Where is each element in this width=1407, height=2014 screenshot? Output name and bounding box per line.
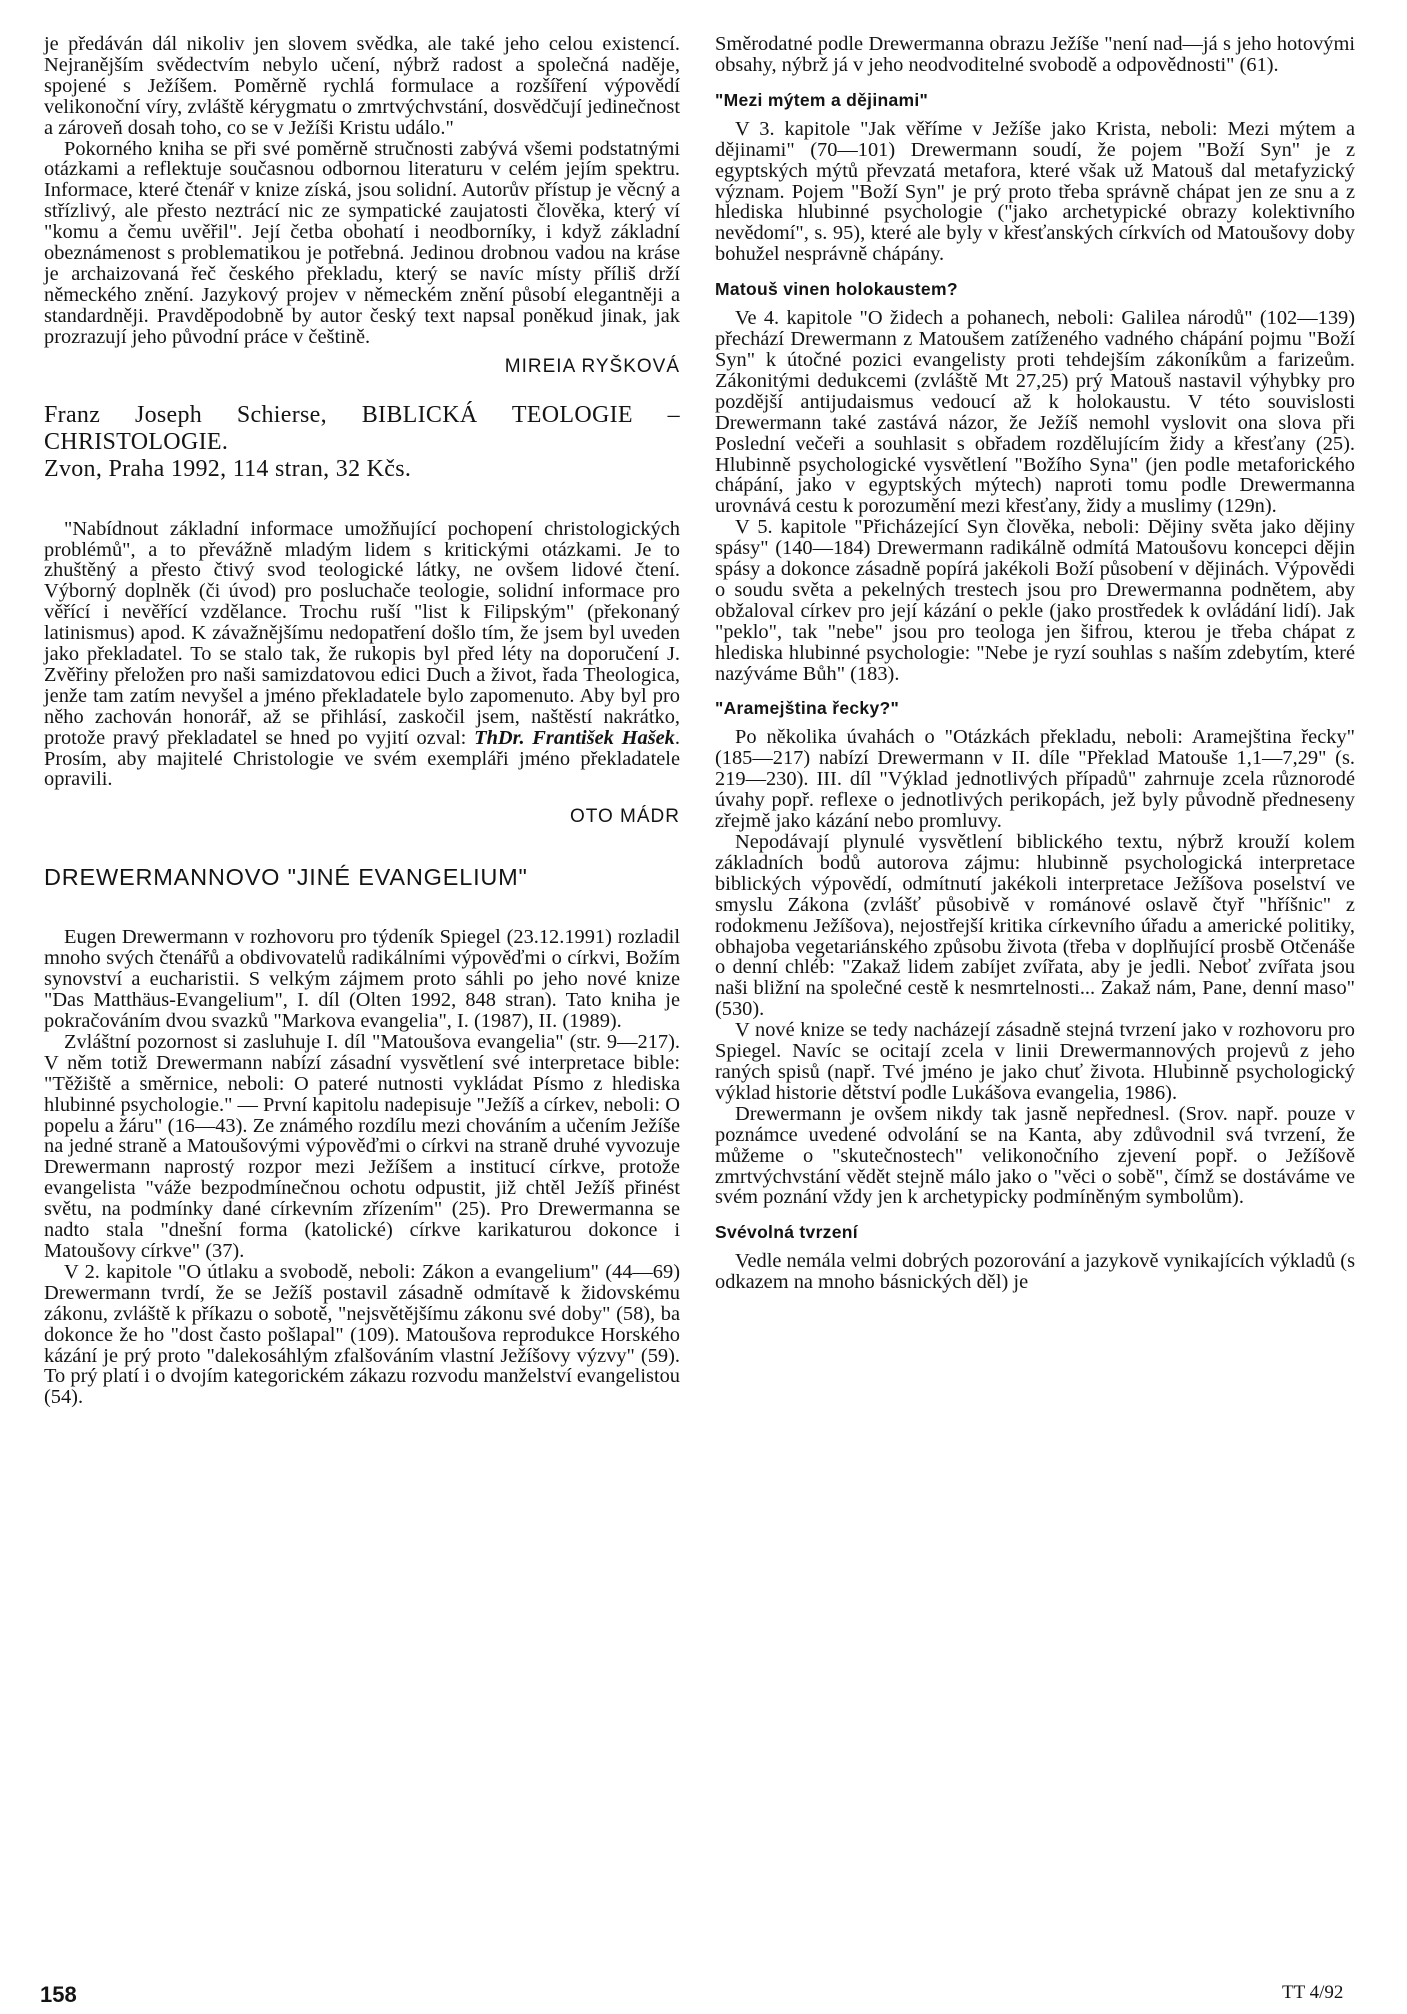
paragraph-schierse-review [44, 519, 680, 791]
paragraph-new-book: V nové knize se tedy nacházejí zásadně stejná tvrzení jako v rozhovoru pro Spiegel. Navíc se ocitají zcela v linii Drewermannových projevů z jeho raných spisů (např. Tvé jméno je jako chuť života. Hlubinně psychologický výklad historie dětství podle Lukášova evangelia, 1986). [715, 1019, 1355, 1104]
page-number: 158 [40, 1982, 77, 2007]
subheading-arbitrary-claims: Svévolná tvrzení [715, 1222, 858, 1243]
subheading-holocaust: Matouš vinen holokaustem? [715, 279, 958, 300]
paragraph-chapter3: V 3. kapitole "Jak věříme v Ježíše jako Krista, neboli: Mezi mýtem a dějinami" (70—101) Drewermann soudí, že pojem "Boží Syn" je z egyptských mýtů převzatá metafora, které však už Matouš dal metafyzický význam. Pojem "Boží Syn" je prý proto třeba správně chápat jen ze snu a z hlediska hlubinné psychologie ("jako archetypické obrazy kolektivního nevědomí", s. 95), které ale byly v křesťanských církvích od Matoušovy doby bohužel nesprávně chápány. [715, 117, 1355, 266]
paragraph-drewermann-chapter2: V 2. kapitole "O útlaku a svobodě, neboli: Zákon a evangelium" (44—69) Drewermann tvrdí, že se Ježíš postavil zásadně odmítavě k židovskému zákonu, zvláště k příkazu o sobotě, "nejsvětějšímu zákonu své doby" (58), ba dokonce že ho "dost často pošlapal" (109). Matoušova reprodukce Horského kázání je prý proto "dalekosáhlým zfalšováním vlastní Ježíšovy výzvy" (59). To prý platí i o dvojím kategorickém zákazu rozvodu manželství evangelistou (54). [44, 1260, 680, 1409]
book-publisher-line: Zvon, Praha 1992, 114 stran, 32 Kčs. [44, 455, 412, 482]
subheading-myth-history: "Mezi mýtem a dějinami" [715, 89, 929, 110]
right-column [715, 34, 1355, 1293]
paragraph-chapter5: V 5. kapitole "Přicházející Syn člověka, neboli: Dějiny světa jako dějiny spásy" (140—184) Drewermann radikálně odmítá Matoušovu koncepci dějin spásy a dokonce zásadně popírá jakékoli Boží působení v dějinách. Výpovědi o soudu světa a pekelných trestech jsou pro Drewermanna podnětem, aby obžaloval církev pro její kázání o pekle (jako prostředek k ovládání lidí). Jak "peklo", tak "nebe" jsou pro teologa jen šifrou, kterou je třeba chápat z hlediska hlubinné psychologie: "Nebe je ryzí souhlas s naším zdebytím, které nazýváme Bůh" (183). [715, 516, 1355, 685]
paragraph-chapter4: Ve 4. kapitole "O židech a pohanech, neboli: Galilea národů" (102—139) přechází Drewermann z Matoušem zatíženého vadného chápání pojmu "Boží Syn" k útočné pozici evangelisty proti tehdejším zákoníkům a farizeům. Zákonitými dedukcemi (zvláště Mt 27,25) prý Matouš nastavil výhybky pro pozdější antijudaismus vedoucí až k holokaustu. V této souvislosti Drewermann také zastává názor, že Ježíš nemohl vyslovit ona slova při Poslední večeři a souhlasit s obřadem rozdělujícím židy a křesťany (25). Hlubinně psychologické vysvětlení "Božího Syna" (jen podle metaforického chápání, jako v egyptských mýtech) naproti tomu podle Drewermanna urovnává cestu k porozumění mezi křesťany, židy a muslimy (129n). [715, 307, 1355, 518]
schierse-text: "Nabídnout základní informace umožňující pochopení christologických problémů", a to převážně mladým lidem s kritickými otázkami. Je to zhuštěný a přesto čtivý svod teologické látky, ne ovšem lidové čtení. Výborný doplněk (či úvod) pro posluchače teologie, solidní informace pro věřící i nevěřící vzdělance. Trochu ruší "list k Filipským" (překonaný latinismus) apod. K závažnějšímu nedopatření došlo tím, že jsem byl uveden jako překladatel. To se stalo tak, že rukopis byl před léty na doporučení J. Zvěřiny přeložen pro naši samizdatovou edici Duch a život, řada Theologica, jenže tam zatím nevyšel a jméno překladatele bylo zapomenuto. Aby byl pro něho zachován honorář, až se přihlásí, zaskočil jsem, naštěstí nakrátko, protože pravý překladatel se hned po vyjití ozval: [44, 517, 680, 749]
paragraph-translation: Po několika úvahách o "Otázkách překladu, neboli: Aramejština řecky" (185—217) nabízí Drewermann v II. díle "Překlad Matouše 1,1—7,29" (s. 219—230). III. díl "Výklad jednotlivých případů" zahrnuje zcela různorodé úvahy popř. reflexe o jednotlivých perikopách, jež byly původně předneseny zřejmě jako kázání nebo promluvy. [715, 726, 1355, 833]
paragraph-continuation: je předáván dál nikoliv jen slovem svědka, ale také jeho celou existencí. Nejranějším svědectvím nebylo učení, nýbrž radost a společná naděje, spojené s Ježíšem. Poměrně rychlá formulace a rozšíření výpovědí velikonoční víry, zvláště kérygmatu o zmrtvýchvstání, dosvědčují jedinečnost a zároveň dosah toho, co se v Ježíši Kristu událo." [44, 33, 680, 139]
paragraph-drewermann-part1: Zvláštní pozornost si zasluhuje I. díl "Matoušova evangelia" (str. 9—217). V něm totiž Drewermann nabízí zásadní vysvětlení své interpretace bible: "Těžiště a směrnice, neboli: O pateré nutnosti vykládat Písmo z hlediska hlubinné psychologie." — První kapitolu nadepisuje "Ježíš a církev, neboli: O popelu a žáru" (16—43). Ze známého rozdílu mezi chováním a učením Ježíše na jedné straně a Matoušovými výpověďmi o církvi na straně druhé vyvozuje Drewermann naprostý rozpor mezi Ježíšem a institucí církve, protože evangelista "váže bezpodmínečnou ochotu odpustit, již chtěl Ježíš přinést světu, na podmínky dané církevním zřízením" (25). Pro Drewermanna se nadto stala "dnešní forma (katolické) církve karikaturou dokonce i Matoušovy církve" (37). [44, 1030, 680, 1262]
reviewer-signature-madr: OTO MÁDR [569, 806, 680, 828]
book-header-schierse: Franz Joseph Schierse, BIBLICKÁ TEOLOGIE – CHRISTOLOGIE. [44, 401, 680, 455]
left-column [44, 34, 680, 1408]
paragraph-pokorny-review: Pokorného kniha se při své poměrně stručnosti zabývá všemi podstatnými otázkami a reflektuje současnou odbornou literaturu v celém jejím spektru. Informace, které čtenář v knize získá, jsou solidní. Autorův přístup je věcný a střízlivý, ale přesto neztrácí nic ze sympatické zaujatosti člověka, který ví "komu a čemu uvěřil". Její četba obohatí i neodborníky, i když základní obeznámenost s problematikou je potřebná. Jedinou drobnou vadou na kráse je archaizovaná řeč českého překladu, který se navíc místy příliš drží německého znění. Jazykový projev v německém znění působí elegantněji a standardněji. Pravděpodobně by autor český text napsal poněkud jinak, jak prozrazují jeho původní práce v češtině. [44, 137, 680, 348]
paragraph-closing: Vedle nemála velmi dobrých pozorování a jazykově vynikajících výkladů (s odkazem na mnoho básnických děl) je [715, 1250, 1356, 1294]
paragraph-kant: Drewermann je ovšem nikdy tak jasně nepřednesl. (Srov. např. pouze v poznámce uvedené odvolání se na Kanta, aby zdůvodnil svá tvrzení, že můžeme o "skutečnostech" velikonočního zjevení popř. o Ježíšově zmrtvýchvstání vědět stejně málo jako o "věci o sobě", čímž se dostáváme ve svém poznání vždy jen k archetypicky podmíněným symbolům). [715, 1102, 1355, 1209]
paragraph-freedom: Směrodatné podle Drewermanna obrazu Ježíše "není nad—já s jeho hotovými obsahy, nýbrž já v jeho neodvoditelné svobodě a odpovědnosti" (61). [715, 33, 1355, 76]
translator-name: ThDr. František Hašek [474, 726, 675, 749]
paragraph-interpretation: Nepodávají plynulé vysvětlení biblického textu, nýbrž krouží kolem základních bodů autorova zájmu: hlubinně psychologická interpretace biblických výpovědí, odmítnutí jakékoli interpretace Ježíšova poselství ve smyslu Zákona (zvlášť působivě v románové oslavě čtyř "hříšnic" z rodokmenu Ježíšova), nejostřejší kritika církevního úřadu a americké politiky, obhajoba vegetariánského způsobu života (třeba v doplňující prosbě Otčenáše o denní chléb: "Zakaž lidem zabíjet zvířata, aby je jedli. Neboť zvířata jsou naši bližní na společné cestě k nesmrtelnosti... Zakaž nám, Pane, denní maso" (530). [715, 831, 1355, 1021]
schierse-text-end: . Prosím, aby majitelé Christologie ve svém exempláři jméno překladatele opravili. [44, 726, 680, 791]
subheading-aramaic: "Aramejština řecky?" [715, 698, 900, 719]
journal-reference: TT 4/92 [1282, 1982, 1344, 2003]
paragraph-drewermann-intro: Eugen Drewermann v rozhovoru pro týdeník Spiegel (23.12.1991) rozladil mnoho svých čtenářů a obdivovatelů radikálními výpověďmi o církvi, Božím synovství a eucharistii. S velkým zájmem proto sáhli po jeho nové knize "Das Matthäus-Evangelium", I. díl (Olten 1992, 848 stran). Tato kniha je pokračováním dvou svazků "Markova evangelia", I. (1987), II. (1989). [44, 926, 680, 1032]
review-title-drewermann: DREWERMANNOVO "JINÉ EVANGELIUM" [44, 864, 528, 891]
reviewer-signature-ryskova: MIREIA RYŠKOVÁ [504, 355, 680, 377]
